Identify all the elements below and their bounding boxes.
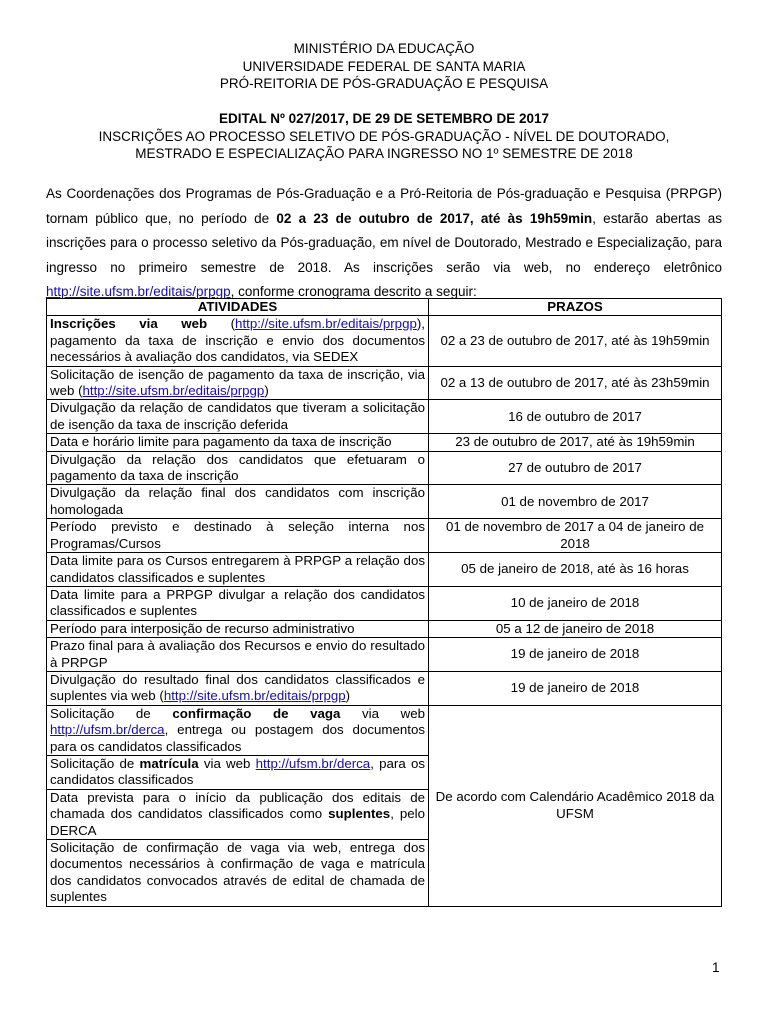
deadline-cell: 05 a 12 de janeiro de 2018: [429, 620, 722, 637]
activity-cell: Divulgação da relação final dos candidatos com inscrição homologada: [47, 485, 429, 519]
activity-cell: [47, 366, 429, 400]
activity-cell: Divulgação da relação dos candidatos que efetuaram o pagamento da taxa de inscrição: [47, 451, 429, 485]
table-header-row: [47, 299, 722, 316]
table-row: [47, 316, 722, 366]
merged-deadline-cell: De acordo com Calendário Acadêmico 2018 da UFSM: [429, 705, 722, 906]
deadline-cell: 02 a 23 de outubro de 2017, até às 19h59min: [429, 316, 722, 366]
intro-period-bold: 02 a 23 de outubro de 2017, até às 19h59min: [276, 210, 593, 226]
deadline-cell: 23 de outubro de 2017, até às 19h59min: [429, 434, 722, 451]
activity-text: , pelo DERCA: [50, 806, 425, 838]
edital-number: EDITAL Nº 027/2017, DE 29 DE SETEMBRO DE 2017: [218, 111, 550, 126]
ministry-line: MINISTÉRIO DA EDUCAÇÃO: [293, 41, 475, 56]
activity-cell: [47, 789, 429, 839]
activity-text: , entrega ou postagem dos documentos para os candidatos classificados: [50, 722, 425, 754]
deadline-cell: 02 a 13 de outubro de 2017, até às 23h59min: [429, 366, 722, 400]
table-row: [47, 553, 722, 587]
table-row: [47, 366, 722, 400]
activity-cell: Data e horário limite para pagamento da taxa de inscrição: [47, 434, 429, 451]
activity-link[interactable]: http://site.ufsm.br/editais/prpgp: [235, 316, 417, 332]
activity-text: ): [345, 688, 351, 704]
activity-bold: Inscrições via web: [50, 316, 208, 332]
activity-link[interactable]: http://ufsm.br/derca: [255, 755, 371, 771]
edital-title-block: [0, 110, 768, 163]
activity-text: Solicitação de: [50, 755, 140, 771]
intro-link[interactable]: http://site.ufsm.br/editais/prpgp: [46, 284, 231, 299]
table-row: [47, 400, 722, 434]
activity-cell: Solicitação de confirmação de vaga via web, entrega dos documentos necessários à confirmação de vaga e matrícula dos candidatos convocados através de edital de chamada de suplentes: [47, 840, 429, 907]
deadline-cell: 27 de outubro de 2017: [429, 451, 722, 485]
intro-text-3: , conforme cronograma descrito a seguir:: [230, 284, 477, 299]
prorectorate-line: PRÓ-REITORIA DE PÓS-GRADUAÇÃO E PESQUISA: [219, 76, 549, 91]
activity-cell: Divulgação da relação de candidatos que tiveram a solicitação de isenção da taxa de inscrição deferida: [47, 400, 429, 434]
activity-text: via web: [340, 705, 426, 721]
activity-bold: matrícula: [139, 755, 199, 771]
activity-cell: Data limite para a PRPGP divulgar a relação dos candidatos classificados e suplentes: [47, 586, 429, 620]
activity-link[interactable]: http://ufsm.br/derca: [50, 722, 165, 738]
table-row: [47, 586, 722, 620]
table-row: [47, 451, 722, 485]
activity-cell: Período para interposição de recurso administrativo: [47, 620, 429, 637]
edital-subtitle-2: MESTRADO E ESPECIALIZAÇÃO PARA INGRESSO NO 1º SEMESTRE DE 2018: [135, 146, 633, 161]
table-row: [47, 705, 722, 755]
table-row: [47, 638, 722, 672]
table-row: [47, 434, 722, 451]
activity-cell: [47, 755, 429, 789]
deadline-cell: 16 de outubro de 2017: [429, 400, 722, 434]
deadline-cell: 01 de novembro de 2017 a 04 de janeiro de 2018: [429, 519, 722, 553]
edital-subtitle-1: INSCRIÇÕES AO PROCESSO SELETIVO DE PÓS-GRADUAÇÃO - NÍVEL DE DOUTORADO,: [98, 128, 670, 144]
activity-text: ), pagamento da taxa de inscrição e envio dos documentos necessários à avaliação dos candidatos, via SEDEX: [50, 316, 425, 365]
deadline-cell: 01 de novembro de 2017: [429, 485, 722, 519]
activity-text: Solicitação de: [50, 705, 173, 721]
table-row: [47, 671, 722, 705]
activity-bold: confirmação de vaga: [172, 705, 341, 721]
table-row: [47, 519, 722, 553]
deadline-cell: 19 de janeiro de 2018: [429, 638, 722, 672]
activity-text: ): [264, 383, 269, 399]
activity-text: (: [207, 316, 236, 332]
deadline-cell: 19 de janeiro de 2018: [429, 671, 722, 705]
activity-cell: [47, 671, 429, 705]
activity-cell: [47, 316, 429, 366]
deadlines-header: PRAZOS: [429, 299, 722, 316]
page-number: 1: [712, 960, 720, 975]
activity-text: Divulgação do resultado final dos candidatos classificados e suplentes via web (: [50, 671, 425, 704]
activity-text: Data prevista para o início da publicação dos editais de chamada dos candidatos classificados como: [50, 789, 425, 822]
activity-cell: [47, 705, 429, 755]
activity-text: via web: [198, 755, 256, 771]
activity-text: Solicitação de isenção de pagamento da taxa de inscrição, via web (: [50, 366, 425, 399]
deadline-cell: 05 de janeiro de 2018, até às 16 horas: [429, 553, 722, 587]
activity-cell: Período previsto e destinado à seleção interna nos Programas/Cursos: [47, 519, 429, 553]
intro-text-1: As Coordenações dos Programas de Pós-Graduação e a Pró-Reitoria de Pós-graduação e Pesquisa (PRPGP) tornam público que, no período de: [46, 186, 722, 226]
schedule-table: [46, 298, 722, 907]
intro-text-2: , estarão abertas as inscrições para o processo seletivo da Pós-graduação, em nível de Doutorado, Mestrado e Especialização, para ingresso no primeiro semestre de 2018. As inscrições serão via web, no endereço eletrônico: [46, 210, 722, 275]
activity-bold: suplentes: [328, 806, 391, 822]
deadline-cell: 10 de janeiro de 2018: [429, 586, 722, 620]
activity-cell: Prazo final para à avaliação dos Recursos e envio do resultado à PRPGP: [47, 638, 429, 672]
intro-paragraph: [46, 182, 722, 305]
university-line: UNIVERSIDADE FEDERAL DE SANTA MARIA: [242, 58, 526, 74]
activity-link[interactable]: http://site.ufsm.br/editais/prpgp: [163, 688, 346, 704]
activity-text: , para os candidatos classificados: [50, 755, 425, 788]
activity-link[interactable]: http://site.ufsm.br/editais/prpgp: [82, 383, 265, 399]
activity-cell: Data limite para os Cursos entregarem à PRPGP a relação dos candidatos classificados e suplentes: [47, 553, 429, 587]
table-row: [47, 485, 722, 519]
activities-header: ATIVIDADES: [47, 299, 429, 316]
institution-header: [0, 40, 768, 93]
table-row: [47, 620, 722, 637]
